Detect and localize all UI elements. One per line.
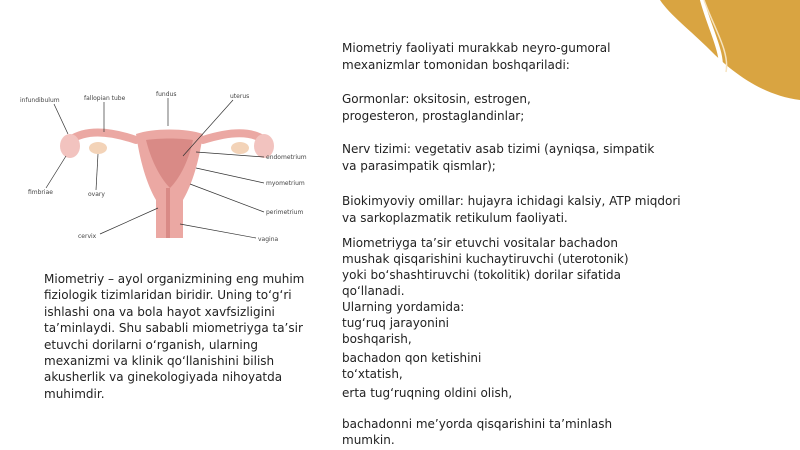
label-fimbriae: fimbriae [28,189,53,196]
right-fallopian-tube [203,133,264,140]
paragraph-line: akusherlik va ginekologiyada nihoyatda [44,370,283,385]
left-ovary-shape [89,142,107,154]
regulation-intro: Miometriy faoliyati murakkab neyro-gumoral mexanizmlar tomonidan boshqariladi: [342,41,611,72]
right-ovary-shape [231,142,249,154]
label-fundus: fundus [156,91,177,98]
label-perimetrium: perimetrium [266,209,304,216]
paragraph-line: mexanizmi va klinik qo‘llanishini bilish [44,354,275,369]
paragraph-line: muhimdir. [44,386,105,401]
label-fallopian-tube: fallopian tube [84,95,126,102]
left-fimbriae-shape [60,134,80,158]
paragraph-line: etuvchi dorilarni o‘rganish, ularning [44,337,258,352]
paragraph-line: ta’minlaydi. Shu sababli miometriyga ta’sir [44,321,303,336]
label-vagina: vagina [258,236,279,243]
label-myometrium: myometrium [266,180,305,187]
label-ovary: ovary [88,191,105,198]
left-fallopian-tube [70,132,136,140]
label-cervix: cervix [78,233,97,240]
paragraph-line: Miometriy – ayol organizmining eng muhim [44,272,305,286]
paragraph-line: fiziologik tizimlaridan biridir. Uning to‘g‘ri [44,288,292,303]
paragraph-line: ishlashi ona va bola hayot xavfsizligini [44,304,275,319]
drugs-paragraph: Miometriyga ta’sir etuvchi vositalar bachadon mushak qisqarishini kuchaytiruvchi (uterotonik) yoki bo‘shashtiruvchi (tokolitik) dorilar sifatida qo‘llanadi. Ularning yordamida: tug‘ruq jarayonini boshqarish, bachadon qon ketishini to‘xtatish, erta tug‘ruqning oldini olish, bachadonni me’yorda qisqarishini ta’minlash mumkin. [342,236,629,447]
decorative-corner-shape [640,0,800,110]
label-endometrium: endometrium [266,154,307,161]
label-infundibulum: infundibulum [20,97,60,104]
nervous-system-item: Nerv tizimi: vegetativ asab tizimi (ayniqsa, simpatik va parasimpatik qismlar); [342,142,655,173]
label-uterus: uterus [230,93,250,100]
miometriy-importance-paragraph [44,271,314,402]
hormones-item: Gormonlar: oksitosin, estrogen, progesteron, prostaglandinlar; [342,92,531,123]
biochemical-factors-item: Biokimyoviy omillar: hujayra ichidagi kalsiy, ATP miqdori va sarkoplazmatik retikulum faoliyati. [342,194,681,225]
uterus-anatomy-diagram [18,88,318,248]
